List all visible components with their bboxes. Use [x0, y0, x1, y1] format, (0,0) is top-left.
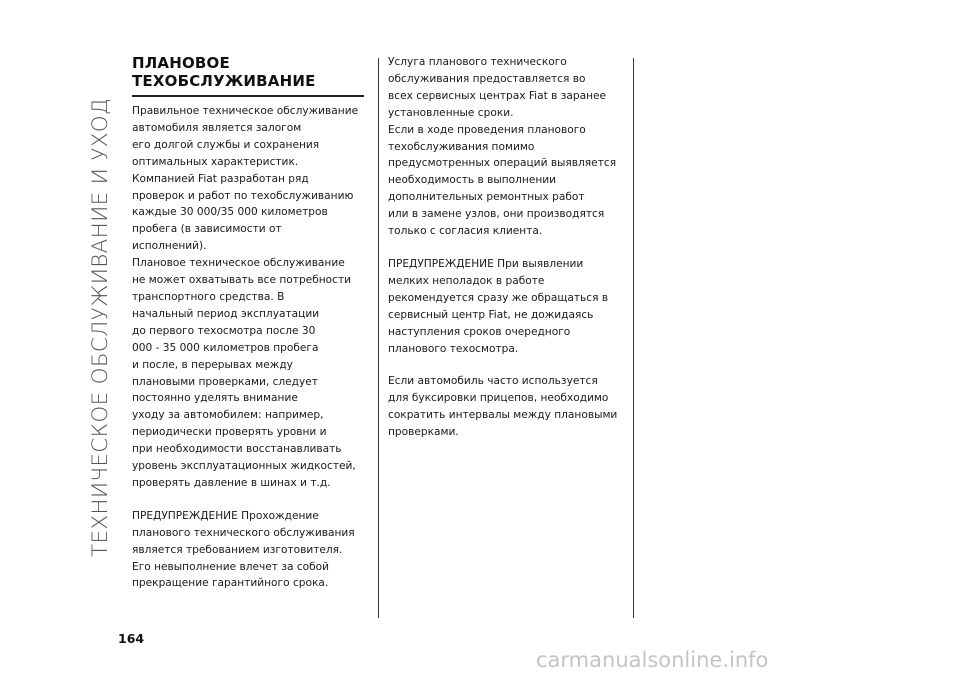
paragraph-warning-faults — [388, 256, 630, 357]
text-line: Если автомобиль часто используется — [388, 375, 598, 388]
column-divider-middle — [378, 58, 379, 618]
section-title-line-1: ПЛАНОВОЕ — [132, 54, 230, 72]
text-line: планового технического обслуживания — [132, 526, 355, 539]
watermark: carmanualsonline.info — [536, 648, 769, 672]
text-line: или в замене узлов, они производятся — [388, 208, 605, 221]
text-line: транспортного средства. В — [132, 290, 285, 303]
text-line: наступления сроков очередного — [388, 325, 571, 338]
paragraph-gap — [388, 357, 630, 373]
text-line: дополнительных ремонтных работ — [388, 191, 585, 204]
text-line: мелких неполадок в работе — [388, 274, 545, 287]
page-number: 164 — [118, 631, 145, 646]
text-line: необходимость в выполнении — [388, 174, 557, 187]
column-left — [132, 54, 372, 592]
text-line: каждые 30 000/35 000 километров — [132, 206, 328, 219]
paragraph-maintenance-intro — [132, 103, 372, 492]
text-line: проверять давление в шинах и т.д. — [132, 476, 331, 489]
text-line: при необходимости восстанавливать — [132, 443, 342, 456]
text-line: Плановое техническое обслуживание — [132, 257, 345, 270]
section-title-underline — [132, 95, 364, 97]
text-line: сервисный центр Fiat, не дожидаясь — [388, 308, 594, 321]
text-line: уходу за автомобилем: например, — [132, 409, 324, 422]
text-line: проверками. — [388, 426, 459, 439]
text-line: и после, в перерывах между — [132, 358, 293, 371]
column-divider-right — [633, 58, 634, 618]
paragraph-towing — [388, 373, 630, 441]
chapter-side-title — [70, 42, 130, 612]
text-line: рекомендуется сразу же обращаться в — [388, 291, 609, 304]
text-line: автомобиля является залогом — [132, 121, 302, 134]
text-line: оптимальных характеристик. — [132, 155, 299, 168]
text-line: планового техосмотра. — [388, 342, 519, 355]
text-line: 000 - 35 000 километров пробега — [132, 341, 319, 354]
text-line: всех сервисных центрах Fiat в заранее — [388, 89, 607, 102]
text-line: ПРЕДУПРЕЖДЕНИЕ При выявлении — [388, 257, 584, 270]
text-line: Его невыполнение влечет за собой — [132, 560, 330, 573]
column-right — [388, 54, 630, 441]
paragraph-gap — [132, 492, 372, 508]
text-line: Компанией Fiat разработан ряд — [132, 172, 309, 185]
paragraph-warning-warranty — [132, 508, 372, 593]
text-line: Если в ходе проведения планового — [388, 123, 586, 136]
text-line: прекращение гарантийного срока. — [132, 577, 329, 590]
text-line: уровень эксплуатационных жидкостей, — [132, 460, 356, 473]
paragraph-service-centers — [388, 54, 630, 240]
text-line: исполнений). — [132, 240, 207, 253]
text-line: предусмотренных операций выявляется — [388, 157, 617, 170]
section-title-line-2: ТЕХОБСЛУЖИВАНИЕ — [132, 72, 316, 90]
text-line: пробега (в зависимости от — [132, 223, 282, 236]
paragraph-gap — [388, 240, 630, 256]
text-line: Правильное техническое обслуживание — [132, 105, 359, 117]
text-line: техобслуживания помимо — [388, 140, 535, 153]
text-line: начальный период эксплуатации — [132, 307, 320, 320]
text-line: ПРЕДУПРЕЖДЕНИЕ Прохождение — [132, 509, 319, 522]
text-line: не может охватывать все потребности — [132, 274, 352, 287]
text-line: проверок и работ по техобслуживанию — [132, 189, 354, 202]
text-line: до первого техосмотра после 30 — [132, 324, 316, 337]
text-line: периодически проверять уровни и — [132, 426, 327, 439]
text-line: обслуживания предоставляется во — [388, 72, 586, 85]
chapter-side-title-text: ТЕХНИЧЕСКОЕ ОБСЛУЖИВАНИЕ И УХОД — [87, 97, 113, 557]
section-title — [132, 54, 372, 90]
text-line: его долгой службы и сохранения — [132, 138, 320, 151]
text-line: установленные сроки. — [388, 106, 514, 119]
text-line: является требованием изготовителя. — [132, 543, 343, 556]
text-line: только с согласия клиента. — [388, 225, 543, 238]
text-line: постоянно уделять внимание — [132, 392, 298, 405]
text-line: для буксировки прицепов, необходимо — [388, 392, 609, 405]
text-line: сократить интервалы между плановыми — [388, 409, 618, 422]
text-line: Услуга планового технического — [388, 56, 567, 68]
text-line: плановыми проверками, следует — [132, 375, 318, 388]
